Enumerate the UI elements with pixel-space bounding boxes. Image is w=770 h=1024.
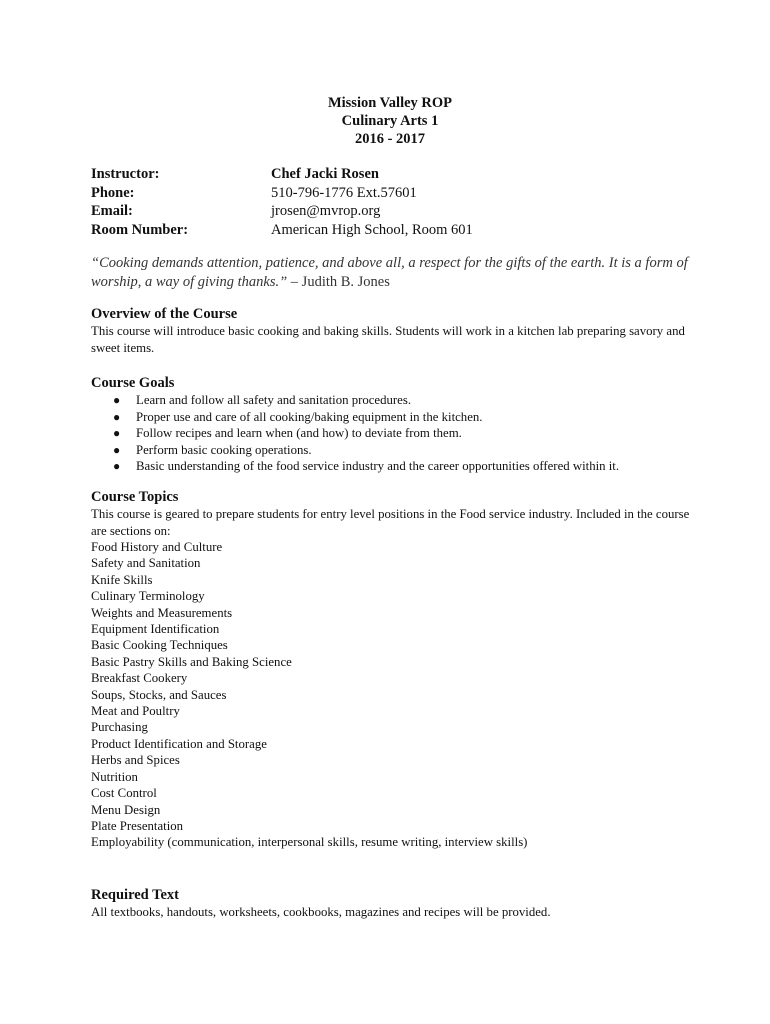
goals-title: Course Goals	[91, 375, 175, 391]
goals-section	[91, 374, 691, 475]
phone-value: 510-796-1776 Ext.57601	[271, 184, 417, 201]
quote	[91, 254, 691, 291]
topic-item: Knife Skills	[91, 572, 153, 587]
bullet-icon: ●	[113, 409, 121, 424]
overview-body: This course will introduce basic cooking and baking skills. Students will work in a kitchen lab preparing savory and sweet items.	[91, 324, 685, 355]
topic-item: Nutrition	[91, 769, 138, 784]
required-text-section	[91, 886, 691, 921]
goal-text: Proper use and care of all cooking/baking equipment in the kitchen.	[136, 409, 483, 424]
bullet-icon: ●	[113, 426, 121, 440]
topic-item: Meat and Poultry	[91, 704, 180, 719]
bullet-icon: ●	[113, 393, 121, 407]
room-row	[91, 221, 473, 240]
goal-item	[91, 425, 691, 442]
goals-list	[91, 392, 691, 475]
topic-item: Plate Presentation	[91, 818, 184, 833]
instructor-value: Chef Jacki Rosen	[271, 166, 379, 182]
goal-text: Follow recipes and learn when (and how) to deviate from them.	[136, 426, 462, 440]
topic-item: Menu Design	[91, 802, 161, 817]
goal-item	[91, 458, 691, 475]
email-value: jrosen@mvrop.org	[271, 203, 381, 219]
topic-item: Purchasing	[91, 720, 148, 735]
topics-section	[91, 488, 691, 851]
room-label: Room Number:	[91, 221, 189, 238]
phone-label: Phone:	[91, 184, 135, 201]
goal-item	[91, 392, 691, 409]
instructor-label: Instructor:	[91, 166, 160, 182]
overview-title: Overview of the Course	[91, 306, 238, 322]
goal-item	[91, 442, 691, 459]
required-body: All textbooks, handouts, worksheets, cookbooks, magazines and recipes will be provided.	[91, 905, 551, 919]
room-value: American High School, Room 601	[271, 221, 473, 238]
topics-title: Course Topics	[91, 489, 179, 505]
goal-text: Perform basic cooking operations.	[136, 442, 312, 457]
header-year: 2016 - 2017	[354, 131, 426, 147]
bullet-icon: ●	[113, 442, 121, 457]
goal-text: Learn and follow all safety and sanitation procedures.	[136, 393, 412, 407]
email-label: Email:	[91, 203, 133, 219]
bullet-icon: ●	[113, 459, 121, 473]
document-header	[0, 94, 770, 148]
header-course: Culinary Arts 1	[341, 113, 439, 129]
topic-item: Herbs and Spices	[91, 753, 180, 768]
topic-item: Soups, Stocks, and Sauces	[91, 687, 227, 702]
topic-item: Breakfast Cookery	[91, 671, 188, 686]
topic-item: Safety and Sanitation	[91, 556, 201, 571]
instructor-row	[91, 165, 473, 184]
topic-item: Weights and Measurements	[91, 605, 233, 620]
topic-item: Cost Control	[91, 786, 157, 801]
topic-item: Culinary Terminology	[91, 589, 205, 604]
email-row	[91, 202, 473, 221]
topic-item: Basic Pastry Skills and Baking Science	[91, 654, 292, 669]
quote-attribution: – Judith B. Jones	[287, 273, 390, 290]
topic-item: Equipment Identification	[91, 622, 220, 637]
overview-section	[91, 305, 691, 356]
topic-item: Employability (communication, interpersonal skills, resume writing, interview skills)	[91, 835, 528, 850]
topic-item: Food History and Culture	[91, 540, 223, 554]
phone-row	[91, 184, 473, 203]
topic-item: Product Identification and Storage	[91, 736, 267, 751]
required-title: Required Text	[91, 887, 179, 903]
instructor-info	[91, 165, 473, 239]
quote-text: “Cooking demands attention, patience, and above all, a respect for the gifts of the earth. It is a form of worship, a way of giving thanks.”	[91, 255, 688, 290]
goal-text: Basic understanding of the food service industry and the career opportunities offered within it.	[136, 459, 620, 473]
goal-item	[91, 409, 691, 426]
topics-intro: This course is geared to prepare students for entry level positions in the Food service industry. Included in the course are sections on:	[91, 507, 690, 538]
header-school: Mission Valley ROP	[327, 95, 453, 111]
topic-item: Basic Cooking Techniques	[91, 638, 228, 653]
